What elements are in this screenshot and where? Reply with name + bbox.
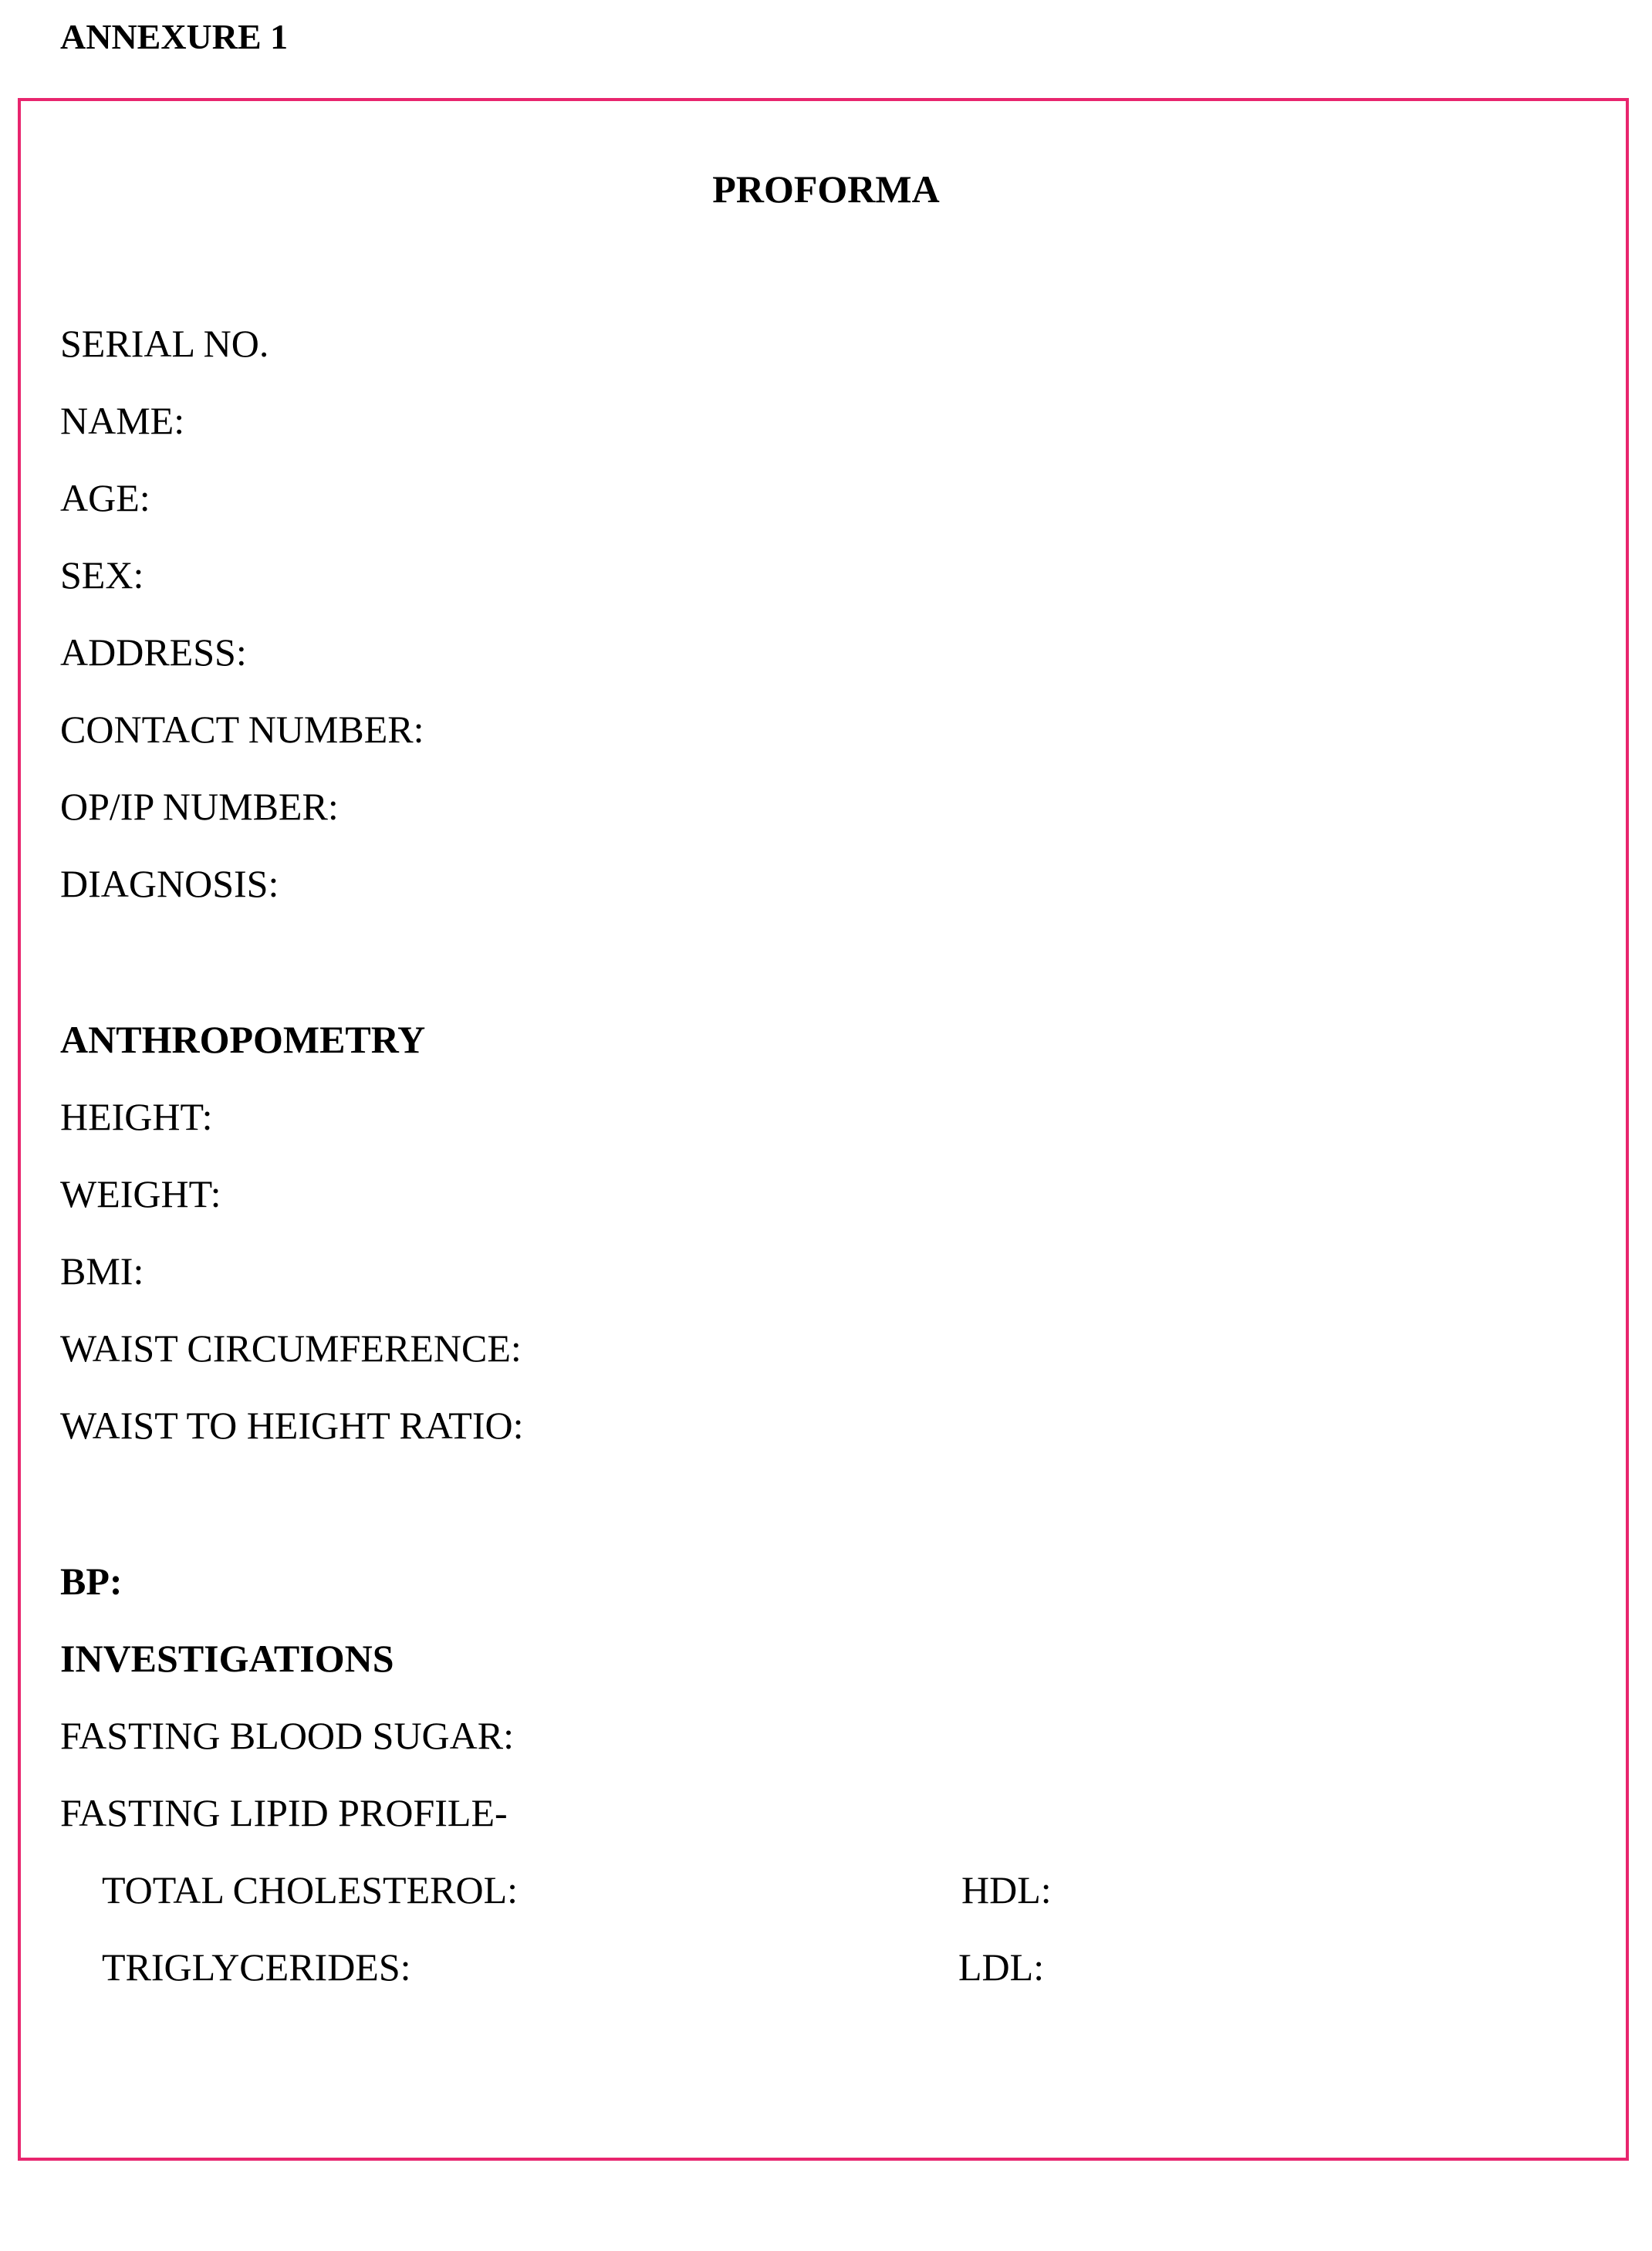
total-cholesterol-label: TOTAL CHOLESTEROL:	[102, 1868, 519, 1911]
ldl-label: LDL:	[958, 1945, 1045, 1989]
sex-label: SEX:	[60, 553, 144, 597]
fasting-lipid-profile-label: FASTING LIPID PROFILE-	[60, 1791, 508, 1834]
triglycerides-label: TRIGLYCERIDES:	[102, 1945, 411, 1989]
waist-circumference-label: WAIST CIRCUMFERENCE:	[60, 1327, 522, 1370]
op-ip-number-label: OP/IP NUMBER:	[60, 785, 339, 828]
bmi-label: BMI:	[60, 1249, 144, 1293]
fasting-blood-sugar-label: FASTING BLOOD SUGAR:	[60, 1714, 515, 1757]
age-label: AGE:	[60, 476, 150, 519]
bp-label: BP:	[60, 1560, 123, 1603]
waist-to-height-ratio-label: WAIST TO HEIGHT RATIO:	[60, 1404, 524, 1447]
investigations-heading: INVESTIGATIONS	[60, 1637, 394, 1680]
hdl-label: HDL:	[961, 1868, 1052, 1911]
anthropometry-heading: ANTHROPOMETRY	[60, 1018, 426, 1061]
height-label: HEIGHT:	[60, 1095, 213, 1138]
proforma-title: PROFORMA	[712, 167, 940, 211]
contact-number-label: CONTACT NUMBER:	[60, 708, 424, 751]
annexure-label: ANNEXURE 1	[60, 17, 289, 56]
address-label: ADDRESS:	[60, 630, 247, 674]
serial-no-label: SERIAL NO.	[60, 322, 269, 365]
name-label: NAME:	[60, 399, 185, 442]
proforma-frame	[18, 98, 1629, 2161]
weight-label: WEIGHT:	[60, 1172, 221, 1215]
diagnosis-label: DIAGNOSIS:	[60, 862, 279, 905]
